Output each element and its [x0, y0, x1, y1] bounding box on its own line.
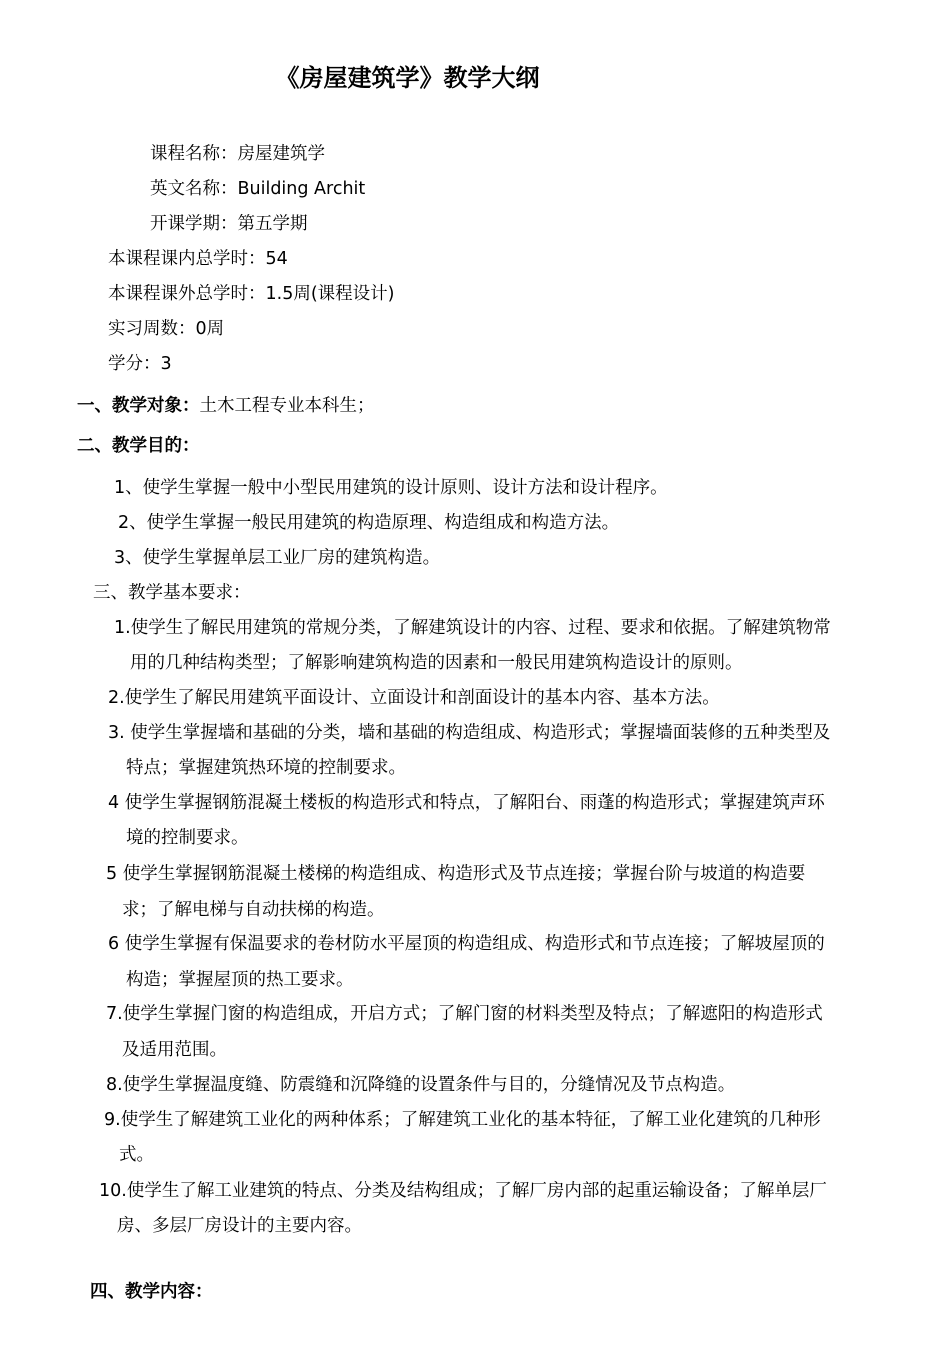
- requirement-item-continued: 用的几种结构类型；了解影响建筑构造的因素和一般民用建筑构造设计的原则。: [130, 653, 743, 673]
- requirement-item: 1.使学生了解民用建筑的常规分类，了解建筑设计的内容、过程、要求和依据。了解建筑物常: [114, 618, 831, 638]
- in-class-hours: 本课程课内总学时：54: [108, 249, 288, 269]
- requirement-item-continued: 构造；掌握屋顶的热工要求。: [126, 970, 354, 990]
- section-heading-content: 四、教学内容：: [90, 1282, 213, 1302]
- section-heading-requirements: 三、教学基本要求：: [93, 583, 251, 603]
- requirement-item-continued: 境的控制要求。: [126, 828, 249, 848]
- requirement-item: 10.使学生了解工业建筑的特点、分类及结构组成；了解厂房内部的起重运输设备；了解单层厂: [99, 1181, 827, 1201]
- requirement-item: 8.使学生掌握温度缝、防震缝和沉降缝的设置条件与目的，分缝情况及节点构造。: [106, 1075, 736, 1095]
- requirement-item: 9.使学生了解建筑工业化的两种体系；了解建筑工业化的基本特征，了解工业化建筑的几种形: [104, 1110, 821, 1130]
- requirement-item: 3. 使学生掌握墙和基础的分类，墙和基础的构造组成、构造形式；掌握墙面装修的五种类型及: [108, 723, 831, 743]
- internship-weeks: 实习周数：0周: [108, 319, 225, 339]
- requirement-item-continued: 房、多层厂房设计的主要内容。: [117, 1216, 362, 1236]
- requirement-item-continued: 特点；掌握建筑热环境的控制要求。: [126, 758, 406, 778]
- english-name: 英文名称：Building Archit: [150, 179, 366, 199]
- requirement-item: 7.使学生掌握门窗的构造组成，开启方式；了解门窗的材料类型及特点；了解遮阳的构造形式: [106, 1004, 823, 1024]
- out-class-hours: 本课程课外总学时：1.5周(课程设计): [108, 284, 395, 304]
- requirement-item-continued: 求；了解电梯与自动扶梯的构造。: [122, 900, 385, 920]
- purpose-item: 2、使学生掌握一般民用建筑的构造原理、构造组成和构造方法。: [118, 513, 620, 533]
- document-title: 《房屋建筑学》教学大纲: [275, 64, 540, 92]
- section-heading-purpose: 二、教学目的：: [77, 436, 200, 456]
- purpose-item: 3、使学生掌握单层工业厂房的建筑构造。: [114, 548, 441, 568]
- purpose-item: 1、使学生掌握一般中小型民用建筑的设计原则、设计方法和设计程序。: [114, 478, 668, 498]
- section-text: 土木工程专业本科生；: [199, 396, 375, 416]
- section-heading: 一、教学对象：: [77, 396, 200, 416]
- requirement-item: 6 使学生掌握有保温要求的卷材防水平屋顶的构造组成、构造形式和节点连接；了解坡屋顶的: [108, 934, 825, 954]
- requirement-item-continued: 式。: [119, 1145, 154, 1165]
- semester: 开课学期：第五学期: [150, 214, 308, 234]
- credits: 学分：3: [108, 354, 172, 374]
- requirement-item: 2.使学生了解民用建筑平面设计、立面设计和剖面设计的基本内容、基本方法。: [108, 688, 720, 708]
- section-teaching-target: [77, 394, 375, 418]
- requirement-item-continued: 及适用范围。: [122, 1040, 227, 1060]
- course-name: 课程名称：房屋建筑学: [150, 144, 325, 164]
- requirement-item: 5 使学生掌握钢筋混凝土楼梯的构造组成、构造形式及节点连接；掌握台阶与坡道的构造要: [106, 864, 806, 884]
- requirement-item: 4 使学生掌握钢筋混凝土楼板的构造形式和特点，了解阳台、雨蓬的构造形式；掌握建筑声环: [108, 793, 825, 813]
